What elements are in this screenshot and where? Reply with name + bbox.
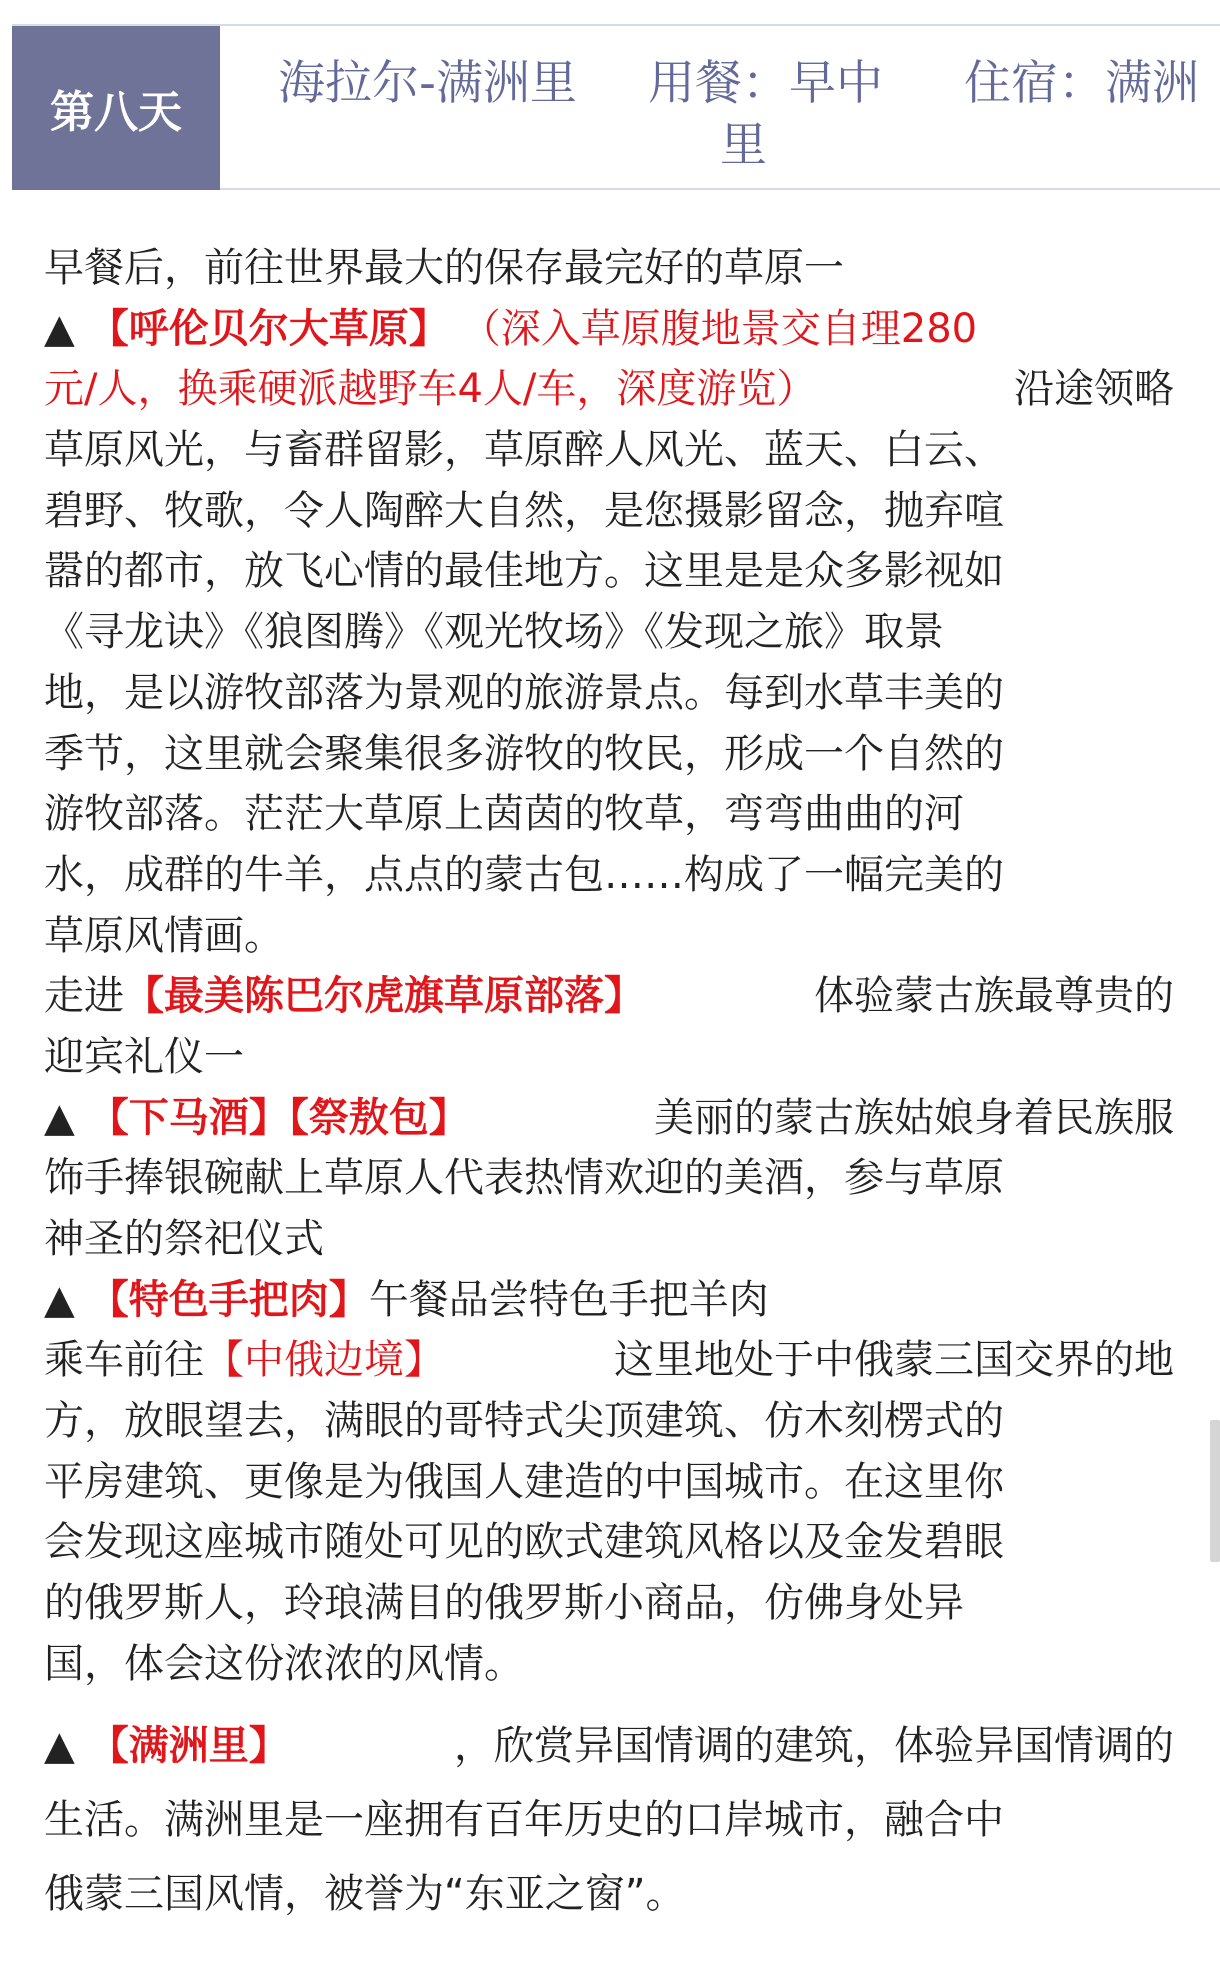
paragraph-text: 水，成群的牛羊，点点的蒙古包……构成了一幅完美的: [44, 851, 1004, 898]
text-line: [44, 1027, 1174, 1088]
paragraph-text: 迎宾礼仪一: [44, 1033, 244, 1080]
text-line: [44, 1783, 1174, 1857]
highlight-shoubarou: 【特色手把肉】: [88, 1276, 369, 1323]
paragraph-text: 体验蒙古族最尊贵的: [814, 973, 1174, 1020]
day-badge: 第八天: [12, 26, 220, 190]
text-line: [44, 906, 1174, 967]
paragraph-text: 俄蒙三国风情，被誉为“东亚之窗”。: [44, 1870, 686, 1917]
paragraph-text: 生活。满洲里是一座拥有百年历史的口岸城市，融合中: [44, 1796, 1004, 1843]
text-line: [44, 1634, 1174, 1695]
text-line: [44, 784, 1174, 845]
day-header-info: [220, 26, 1220, 190]
paragraph-text: 美丽的蒙古族姑娘身着民族服: [654, 1094, 1174, 1141]
meal-label: 用餐：早中: [648, 56, 883, 111]
text-line: [44, 541, 1174, 602]
route-label: 海拉尔-满洲里: [278, 56, 577, 111]
text-line: [44, 1452, 1174, 1513]
text-line: [44, 724, 1174, 785]
paragraph-text: 草原风情画。: [44, 912, 284, 959]
text-line: [44, 1391, 1174, 1452]
paragraph-text: 草原风光，与畜群留影，草原醉人风光、蓝天、白云、: [44, 427, 1004, 474]
paragraph-text: 沿途领略: [1014, 366, 1174, 413]
note-text: （深入草原腹地景交自理280: [460, 305, 978, 352]
paragraph-text: 碧野、牧歌，令人陶醉大自然，是您摄影留念，抛弃喧: [44, 487, 1004, 534]
paragraph-text: 神圣的祭祀仪式: [44, 1216, 324, 1262]
text-line: [44, 1573, 1174, 1634]
paragraph-text: 《寻龙诀》《狼图腾》《观光牧场》《发现之旅》取景: [44, 609, 944, 656]
text-line: [44, 1709, 1174, 1783]
text-line: [44, 420, 1174, 481]
text-line: [44, 1270, 1174, 1331]
triangle-bullet-icon: ▲: [44, 1276, 75, 1323]
highlight-chenbarhu-tribe: 【最美陈巴尔虎旗草原部落】: [124, 973, 644, 1020]
text-line: [44, 1330, 1174, 1391]
paragraph-text: 地，是以游牧部落为景观的旅游景点。每到水草丰美的: [44, 669, 1004, 716]
paragraph-text: 这里地处于中俄蒙三国交界的地: [614, 1337, 1174, 1384]
day-header: [12, 24, 1220, 190]
paragraph-text: 饰手捧银碗献上草原人代表热情欢迎的美酒，参与草原: [44, 1155, 1004, 1202]
paragraph-text: 的俄罗斯人，玲琅满目的俄罗斯小商品，仿佛身处异: [44, 1580, 964, 1627]
note-text: 元/人，换乘硬派越野车4人/车，深度游览）: [44, 366, 817, 413]
highlight-hulunbuir: 【呼伦贝尔大草原】: [88, 305, 449, 352]
paragraph-text: 方，放眼望去，满眼的哥特式尖顶建筑、仿木刻楞式的: [44, 1398, 1004, 1445]
text-line: [44, 1088, 1174, 1149]
stay-label-wrap: 里: [720, 118, 767, 173]
paragraph-text: 走进: [44, 973, 124, 1020]
highlight-xiamajiu-aobao: 【下马酒】【祭敖包】: [88, 1094, 469, 1141]
text-line: [44, 481, 1174, 542]
text-line: [44, 1148, 1174, 1209]
stay-label: 住宿：满洲: [964, 56, 1199, 111]
highlight-manzhouli: 【满洲里】: [88, 1722, 289, 1769]
scrollbar-thumb[interactable]: [1210, 1420, 1220, 1562]
triangle-bullet-icon: ▲: [44, 1722, 75, 1769]
triangle-bullet-icon: ▲: [44, 305, 75, 352]
triangle-bullet-icon: ▲: [44, 1094, 75, 1141]
text-line: [44, 359, 1174, 420]
text-line: [44, 1512, 1174, 1573]
paragraph-text: 平房建筑、更像是为俄国人建造的中国城市。在这里你: [44, 1458, 1004, 1505]
text-line: [44, 1857, 1174, 1931]
text-line: [44, 238, 1174, 299]
paragraph-text: 乘车前往: [44, 1337, 204, 1384]
text-line: [44, 966, 1174, 1027]
paragraph-text: 国，体会这份浓浓的风情。: [44, 1640, 524, 1687]
paragraph-text: 午餐品尝特色手把羊肉: [368, 1276, 769, 1323]
paragraph-text: 季节，这里就会聚集很多游牧的牧民，形成一个自然的: [44, 730, 1004, 777]
text-line: [44, 1209, 1174, 1270]
paragraph-text: 嚣的都市，放飞心情的最佳地方。这里是是众多影视如: [44, 548, 1004, 595]
paragraph-text: 游牧部落。茫茫大草原上茵茵的牧草，弯弯曲曲的河: [44, 791, 964, 838]
highlight-border: 【中俄边境】: [204, 1337, 444, 1384]
text-line: [44, 299, 1174, 360]
paragraph-text: 会发现这座城市随处可见的欧式建筑风格以及金发碧眼: [44, 1519, 1004, 1566]
text-line: [44, 663, 1174, 724]
paragraph-text: 早餐后，前往世界最大的保存最完好的草原一: [44, 245, 844, 291]
itinerary-content: [44, 238, 1174, 1931]
paragraph-text: ，欣赏异国情调的建筑，体验异国情调的: [454, 1722, 1174, 1769]
text-line: [44, 602, 1174, 663]
text-line: [44, 845, 1174, 906]
